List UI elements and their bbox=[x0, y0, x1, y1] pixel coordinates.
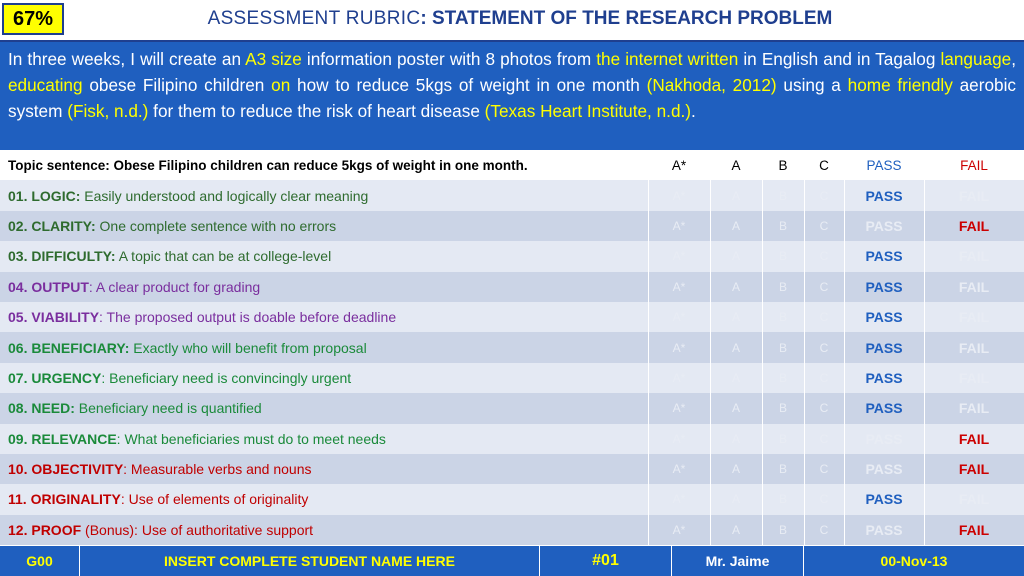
table-row bbox=[0, 272, 1024, 302]
criterion-description: Exactly who will benefit from proposal bbox=[129, 339, 367, 356]
criterion-description: : Beneficiary need is convincingly urgent bbox=[101, 369, 352, 386]
grade-option[interactable]: A bbox=[710, 332, 762, 362]
fail-cell[interactable]: FAIL bbox=[924, 393, 1024, 423]
grade-option[interactable]: B bbox=[762, 180, 804, 210]
grade-option[interactable]: B bbox=[762, 211, 804, 241]
criterion-label: NEED: bbox=[31, 400, 75, 417]
criterion-description: A topic that can be at college-level bbox=[115, 248, 332, 265]
pass-cell[interactable]: PASS bbox=[844, 332, 924, 362]
criterion-cell bbox=[0, 211, 648, 241]
grade-option[interactable]: C bbox=[804, 180, 844, 210]
statement-text: in English and in Tagalog bbox=[738, 49, 941, 69]
criterion-number: 10. bbox=[8, 461, 32, 478]
table-row bbox=[0, 302, 1024, 332]
grade-option[interactable]: A bbox=[710, 211, 762, 241]
grade-option[interactable]: B bbox=[762, 332, 804, 362]
statement-highlight: on bbox=[271, 75, 291, 95]
header bbox=[0, 0, 1024, 40]
fail-cell[interactable]: FAIL bbox=[924, 484, 1024, 514]
page-title bbox=[70, 6, 970, 32]
statement-text: aerobic system bbox=[8, 75, 1016, 121]
grade-option[interactable]: B bbox=[762, 484, 804, 514]
statement-highlight: the internet written bbox=[596, 49, 739, 69]
pass-cell[interactable]: PASS bbox=[844, 454, 924, 484]
rubric-body bbox=[0, 180, 1024, 545]
criterion-label: URGENCY bbox=[31, 369, 102, 386]
grade-option[interactable]: B bbox=[762, 424, 804, 454]
table-row bbox=[0, 332, 1024, 362]
table-row bbox=[0, 363, 1024, 393]
grade-option[interactable]: A* bbox=[648, 515, 710, 545]
date: 00-Nov-13 bbox=[880, 553, 948, 569]
grade-option[interactable]: A bbox=[710, 272, 762, 302]
teacher-name: Mr. Jaime bbox=[672, 546, 804, 576]
statement-text: . bbox=[691, 101, 696, 121]
table-row bbox=[0, 424, 1024, 454]
criterion-description: : The proposed output is doable before deadline bbox=[99, 309, 397, 326]
table-row bbox=[0, 393, 1024, 423]
pass-cell[interactable]: PASS bbox=[844, 272, 924, 302]
criterion-description: : A clear product for grading bbox=[88, 278, 261, 295]
grade-header-astar: A* bbox=[648, 150, 710, 180]
criterion-number: 03. bbox=[8, 248, 32, 265]
fail-cell[interactable]: FAIL bbox=[924, 515, 1024, 545]
table-header-row bbox=[0, 150, 1024, 180]
title-suffix: : STATEMENT OF THE RESEARCH PROBLEM bbox=[420, 8, 833, 29]
grade-option[interactable]: A* bbox=[648, 332, 710, 362]
statement-text: using a bbox=[776, 75, 848, 95]
grade-option[interactable]: C bbox=[804, 515, 844, 545]
fail-cell[interactable]: FAIL bbox=[924, 180, 1024, 210]
criterion-cell bbox=[0, 424, 648, 454]
fail-cell[interactable]: FAIL bbox=[924, 302, 1024, 332]
topic-sentence: Topic sentence: Obese Filipino children can reduce 5kgs of weight in one month. bbox=[0, 150, 648, 180]
criterion-cell bbox=[0, 454, 648, 484]
criterion-description: One complete sentence with no errors bbox=[95, 217, 337, 234]
grade-option[interactable]: A* bbox=[648, 424, 710, 454]
criterion-description: (Bonus): Use of authoritative support bbox=[81, 521, 314, 538]
grade-option[interactable]: A* bbox=[648, 272, 710, 302]
fail-cell[interactable]: FAIL bbox=[924, 363, 1024, 393]
grade-option[interactable]: A* bbox=[648, 241, 710, 271]
grade-option[interactable]: A* bbox=[648, 302, 710, 332]
grade-option[interactable]: B bbox=[762, 272, 804, 302]
criterion-number: 12. bbox=[8, 521, 32, 538]
criterion-label: LOGIC: bbox=[31, 187, 81, 204]
criterion-number: 08. bbox=[8, 400, 32, 417]
grade-option[interactable]: B bbox=[762, 393, 804, 423]
grade-option[interactable]: A bbox=[710, 302, 762, 332]
criterion-label: PROOF bbox=[31, 521, 82, 538]
statement-highlight: A3 size bbox=[245, 49, 302, 69]
grade-option[interactable]: C bbox=[804, 272, 844, 302]
criterion-number: 04. bbox=[8, 278, 32, 295]
statement-text: , bbox=[1011, 49, 1016, 69]
criterion-number: 02. bbox=[8, 217, 32, 234]
grade-option[interactable]: C bbox=[804, 424, 844, 454]
pass-header: PASS bbox=[844, 150, 924, 180]
criterion-number: 01. bbox=[8, 187, 32, 204]
pass-cell[interactable]: PASS bbox=[844, 393, 924, 423]
criterion-label: DIFFICULTY: bbox=[31, 248, 116, 265]
table-row bbox=[0, 515, 1024, 545]
statement-highlight: language bbox=[940, 49, 1012, 69]
criterion-label: ORIGINALITY bbox=[30, 491, 121, 508]
grade-option[interactable]: C bbox=[804, 241, 844, 271]
statement-text: how to reduce 5kgs of weight in one month bbox=[290, 75, 647, 95]
criterion-description: : What beneficiaries must do to meet needs bbox=[116, 430, 386, 447]
statement-highlight: (Texas Heart Institute, n.d.) bbox=[484, 101, 692, 121]
grade-option[interactable]: C bbox=[804, 302, 844, 332]
criterion-description: : Measurable verbs and nouns bbox=[123, 461, 312, 478]
grade-option[interactable]: B bbox=[762, 302, 804, 332]
statement-highlight: (Nakhoda, 2012) bbox=[646, 75, 777, 95]
criterion-label: OBJECTIVITY bbox=[31, 461, 124, 478]
fail-header: FAIL bbox=[924, 150, 1024, 180]
grade-option[interactable]: B bbox=[762, 454, 804, 484]
statement-text: information poster with 8 photos from bbox=[301, 49, 597, 69]
pass-cell[interactable]: PASS bbox=[844, 484, 924, 514]
grade-option[interactable]: B bbox=[762, 241, 804, 271]
pass-cell[interactable]: PASS bbox=[844, 515, 924, 545]
criterion-cell bbox=[0, 302, 648, 332]
criterion-number: 05. bbox=[8, 309, 32, 326]
fail-cell[interactable]: FAIL bbox=[924, 272, 1024, 302]
grade-option[interactable]: C bbox=[804, 211, 844, 241]
criterion-number: 06. bbox=[8, 339, 32, 356]
grade-header-a: A bbox=[710, 150, 762, 180]
statement-text: In three weeks, I will create an bbox=[8, 49, 246, 69]
grade-option[interactable]: C bbox=[804, 484, 844, 514]
grade-option[interactable]: A* bbox=[648, 363, 710, 393]
grade-option[interactable]: A bbox=[710, 393, 762, 423]
criterion-label: VIABILITY bbox=[31, 309, 100, 326]
fail-cell[interactable]: FAIL bbox=[924, 332, 1024, 362]
fail-cell[interactable]: FAIL bbox=[924, 241, 1024, 271]
criterion-cell bbox=[0, 332, 648, 362]
grade-option[interactable]: C bbox=[804, 332, 844, 362]
grade-option[interactable]: C bbox=[804, 454, 844, 484]
grade-header-c: C bbox=[804, 150, 844, 180]
table-row bbox=[0, 180, 1024, 210]
table-row bbox=[0, 484, 1024, 514]
statement-text: for them to reduce the risk of heart disease bbox=[148, 101, 485, 121]
criterion-number: 07. bbox=[8, 369, 32, 386]
grade-header-b: B bbox=[762, 150, 804, 180]
criterion-description: Easily understood and logically clear meaning bbox=[80, 187, 369, 204]
grade-option[interactable]: A* bbox=[648, 180, 710, 210]
criterion-cell bbox=[0, 484, 648, 514]
title-prefix: ASSESSMENT RUBRIC bbox=[207, 8, 421, 29]
grade-option[interactable]: A* bbox=[648, 393, 710, 423]
statement-highlight: (Fisk, n.d.) bbox=[67, 101, 149, 121]
statement-highlight: educating bbox=[8, 75, 83, 95]
research-statement bbox=[0, 40, 1024, 150]
table-row bbox=[0, 454, 1024, 484]
grade-option[interactable]: A bbox=[710, 241, 762, 271]
student-number: #01 bbox=[540, 546, 672, 576]
criterion-label: BENEFICIARY: bbox=[31, 339, 130, 356]
student-name: INSERT COMPLETE STUDENT NAME HERE bbox=[80, 546, 540, 576]
statement-highlight: home friendly bbox=[847, 75, 953, 95]
grade-option[interactable]: A* bbox=[648, 484, 710, 514]
pass-cell[interactable]: PASS bbox=[844, 302, 924, 332]
table-row bbox=[0, 211, 1024, 241]
fail-cell[interactable]: FAIL bbox=[924, 211, 1024, 241]
pass-cell[interactable]: PASS bbox=[844, 424, 924, 454]
grade-option[interactable]: A bbox=[710, 180, 762, 210]
grade-option[interactable]: B bbox=[762, 363, 804, 393]
criterion-cell bbox=[0, 180, 648, 210]
criterion-label: RELEVANCE bbox=[31, 430, 117, 447]
fail-cell[interactable]: FAIL bbox=[924, 424, 1024, 454]
score-badge: 67% bbox=[2, 3, 64, 35]
grade-option[interactable]: C bbox=[804, 393, 844, 423]
criterion-cell bbox=[0, 393, 648, 423]
criterion-cell bbox=[0, 272, 648, 302]
grade-option[interactable]: A bbox=[710, 363, 762, 393]
criterion-label: OUTPUT bbox=[31, 278, 89, 295]
criterion-cell bbox=[0, 363, 648, 393]
fail-cell[interactable]: FAIL bbox=[924, 454, 1024, 484]
table-row bbox=[0, 241, 1024, 271]
criterion-number: 09. bbox=[8, 430, 32, 447]
criterion-description: : Use of elements of originality bbox=[120, 491, 309, 508]
grade-option[interactable]: A bbox=[710, 454, 762, 484]
grade-option[interactable]: A bbox=[710, 515, 762, 545]
statement-text: obese Filipino children bbox=[82, 75, 272, 95]
pass-cell[interactable]: PASS bbox=[844, 180, 924, 210]
criterion-cell bbox=[0, 241, 648, 271]
grade-option[interactable]: C bbox=[804, 363, 844, 393]
grade-option[interactable]: B bbox=[762, 515, 804, 545]
grade-option[interactable]: A bbox=[710, 484, 762, 514]
grade-code: G00 bbox=[0, 546, 80, 576]
grade-option[interactable]: A* bbox=[648, 211, 710, 241]
criterion-label: CLARITY: bbox=[31, 217, 96, 234]
criterion-number: 11. bbox=[8, 491, 31, 508]
criterion-description: Beneficiary need is quantified bbox=[74, 400, 262, 417]
rubric-table bbox=[0, 150, 1024, 545]
criterion-cell bbox=[0, 515, 648, 545]
footer-bar bbox=[0, 546, 1024, 576]
pass-cell[interactable]: PASS bbox=[844, 363, 924, 393]
pass-cell[interactable]: PASS bbox=[844, 211, 924, 241]
pass-cell[interactable]: PASS bbox=[844, 241, 924, 271]
grade-option[interactable]: A bbox=[710, 424, 762, 454]
grade-option[interactable]: A* bbox=[648, 454, 710, 484]
